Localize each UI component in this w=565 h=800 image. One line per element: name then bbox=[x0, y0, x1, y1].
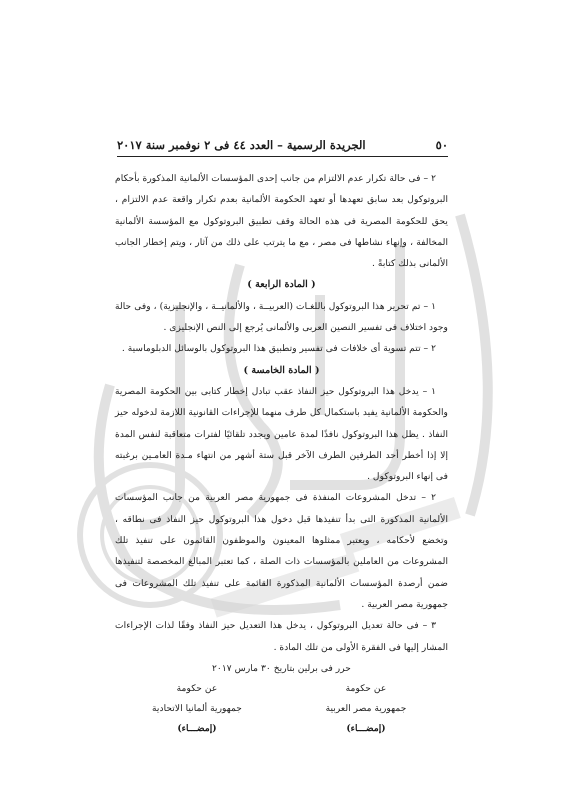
signature-germany bbox=[137, 679, 257, 739]
article-5-heading: ( المادة الخامسة ) bbox=[243, 364, 320, 376]
paragraph-intro: ٢ – فى حالة تكرار عدم الالتزام من جانب إحدى المؤسسات الألمانية المذكورة بأحكام البروتوكول بعد سابق تعهدها أو تعهد الحكومة الألمانية بعدم تكرار واقعة عدم الالتزام ، يحق للحكومة المصرية فى هذه الحالة وقف تطبيق البروتوكول مع المؤسسة الألمانية المخالفة ، وإنهاء نشاطها فى مصر ، مع ما يترتب على ذلك من آثار ، ويتم إخطار الجانب الألمانى بذلك كتابةً . bbox=[115, 173, 448, 270]
article-4-paragraph-1: ١ – تم تحرير هذا البروتوكول باللغـات (العربيــة ، والألمانيــة ، والإنجليزية) ، وفى حالة وجود اختلاف فى تفسير النصين العربى والألمانى يُرجع إلى النص الإنجليزى . bbox=[115, 300, 448, 334]
signing-date-line: حرر فى برلين بتاريخ ٣٠ مارس ٢٠١٧ bbox=[211, 662, 351, 674]
page-header bbox=[117, 138, 448, 157]
article-5-paragraph-2: ٢ – تدخل المشروعات المنفذة فى جمهورية مصر العربية من جانب المؤسسات الألمانية المذكورة التى بدأ تنفيذها قبل دخول هذا البروتوكول حيز النفاذ فى نطاقه ، وتخضع لأحكامه ، ويعتبر ممثلوها المعينون والموظفون القائمون على تنفيذ تلك المشروعات من العاملين بالمؤسسات ذات الصلة ، كما تعتبر المبالغ المخصصة لتنفيذها ضمن أرصدة المؤسسات الألمانية المذكورة القائمة على تنفيذ تلك المشروعات فى جمهورية مصر العربية . bbox=[115, 492, 448, 610]
signature-on-behalf: عن حكومة bbox=[345, 683, 387, 695]
article-4-heading: ( المادة الرابعة ) bbox=[247, 279, 316, 291]
signature-mark: (إمضـــاء) bbox=[346, 723, 386, 735]
signature-on-behalf: عن حكومة bbox=[176, 683, 218, 695]
article-5-paragraph-1: ١ – يدخل هذا البروتوكول حيز النفاذ عقب تبادل إخطار كتابى بين الحكومة المصرية والحكومة الألمانية يفيد باستكمال كل طرف منهما للإجراءات القانونية اللازمة لدخوله حيز النفاذ . يظل هذا البروتوكول نافذًا لمدة عامين ويجدد تلقائيًا لفترات متعاقبة لنفس المدة إلا إذا أخطر أحد الطرفين الطرف الآخر قبل ستة أشهر من انتهاء مـدة العامـين برغبته فى إنهاء البروتوكول . bbox=[115, 385, 448, 483]
article-5-paragraph-3: ٣ – فى حالة تعديل البروتوكول ، يدخل هذا التعديل حيز النفاذ وفقًا لذات الإجراءات المشار إليها فى الفقرة الأولى من تلك المادة . bbox=[115, 620, 448, 653]
signature-mark: (إمضـــاء) bbox=[177, 723, 217, 735]
signature-block bbox=[115, 679, 448, 739]
signature-egypt bbox=[306, 679, 426, 739]
signature-country: جمهورية مصر العربية bbox=[325, 703, 407, 715]
gazette-header-title: الجريدة الرسمية – العدد ٤٤ فى ٢ نوفمبر سنة ٢٠١٧ bbox=[117, 138, 366, 152]
article-4-paragraph-2: ٢ – تتم تسوية أى خلافات فى تفسير وتطبيق هذا البروتوكول بالوسائل الدبلوماسية . bbox=[121, 343, 436, 355]
signature-country: جمهورية ألمانيا الاتحادية bbox=[152, 703, 242, 715]
page-number: ٥٠ bbox=[435, 138, 448, 152]
document-body bbox=[115, 168, 448, 739]
